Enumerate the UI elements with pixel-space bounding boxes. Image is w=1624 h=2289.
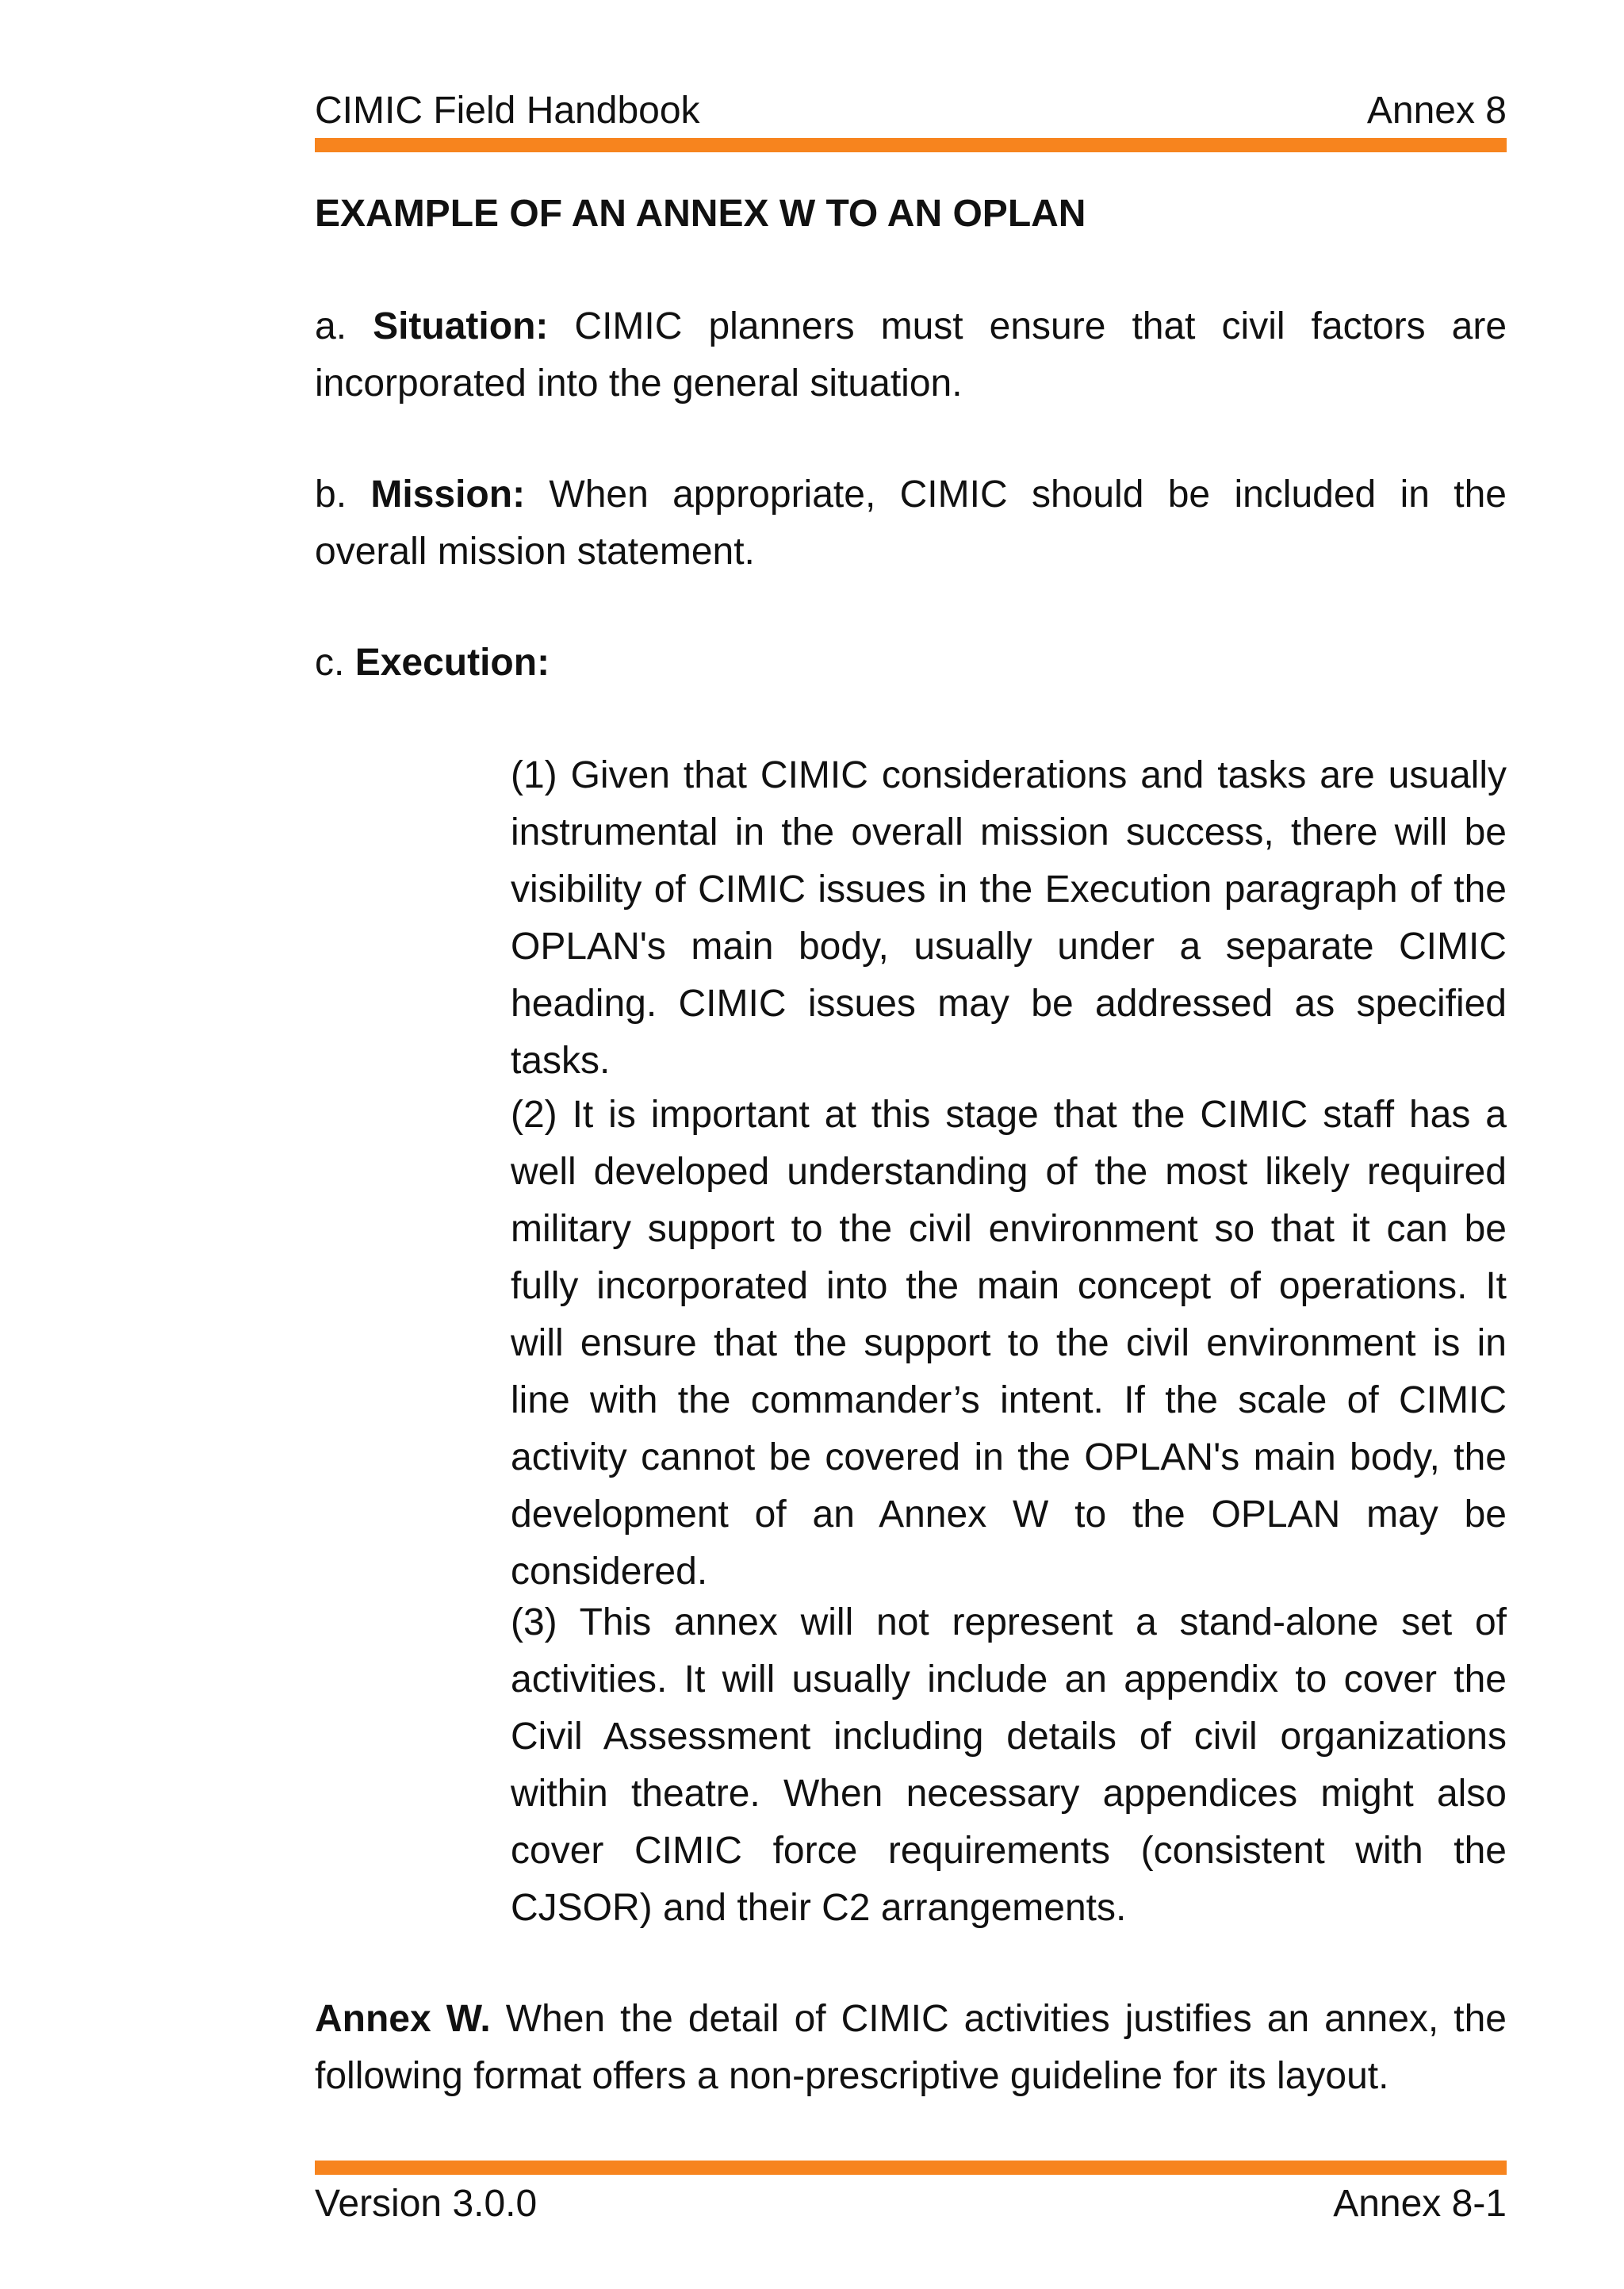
paragraph-text: When appropriate, CIMIC should be included in the overall mission statement. <box>315 474 1507 573</box>
paragraph-label: Annex W. <box>315 1998 491 2040</box>
paragraph-text: When the detail of CIMIC activities justifies an annex, the following format offers a non-prescriptive guideline for its layout. <box>315 1998 1507 2097</box>
execution-item-3: (3) This annex will not represent a stand-alone set of activities. It will usually include an appendix to cover the Civil Assessment including details of civil organizations within theatre. When necessary appendices might also cover CIMIC force requirements (consistent with the CJSOR) and their C2 arrangements. <box>511 1601 1507 1929</box>
paragraph-prefix: a. <box>315 305 347 347</box>
paragraph-prefix: b. <box>315 474 347 516</box>
footer-version: Version 3.0.0 <box>315 2183 538 2225</box>
paragraph-execution <box>315 635 1507 692</box>
footer-rule <box>315 2161 1507 2175</box>
header-annex: Annex 8 <box>1366 90 1507 132</box>
paragraph-situation <box>315 298 1507 412</box>
paragraph-mission <box>315 466 1507 581</box>
footer-page-number: Annex 8-1 <box>1333 2183 1507 2225</box>
execution-item-2: (2) It is important at this stage that the CIMIC staff has a well developed understanding of the most likely required military support to the civil environment so that it can be fully incorporated into the main concept of operations. It will ensure that the support to the civil environment is in line with the commander’s intent. If the scale of CIMIC activity cannot be covered in the OPLAN's main body, the development of an Annex W to the OPLAN may be considered. <box>511 1094 1507 1593</box>
paragraph-label: Mission: <box>370 474 526 516</box>
paragraph-label: Situation: <box>373 305 549 347</box>
paragraph-prefix: c. <box>315 642 345 684</box>
page-title: EXAMPLE OF AN ANNEX W TO AN OPLAN <box>315 193 1086 235</box>
header-rule <box>315 138 1507 152</box>
execution-item-1: (1) Given that CIMIC considerations and tasks are usually instrumental in the overall mission success, there will be visibility of CIMIC issues in the Execution paragraph of the OPLAN's main body, usually under a separate CIMIC heading. CIMIC issues may be addressed as specified tasks. <box>511 754 1507 1082</box>
page-header <box>315 75 1507 135</box>
paragraph-label: Execution: <box>354 642 550 684</box>
page-footer <box>315 2176 1507 2232</box>
paragraph-text: CIMIC planners must ensure that civil factors are incorporated into the general situation. <box>315 305 1507 405</box>
header-title: CIMIC Field Handbook <box>315 90 700 132</box>
document-page <box>315 0 1507 2289</box>
paragraph-annex-w <box>315 1991 1507 2105</box>
